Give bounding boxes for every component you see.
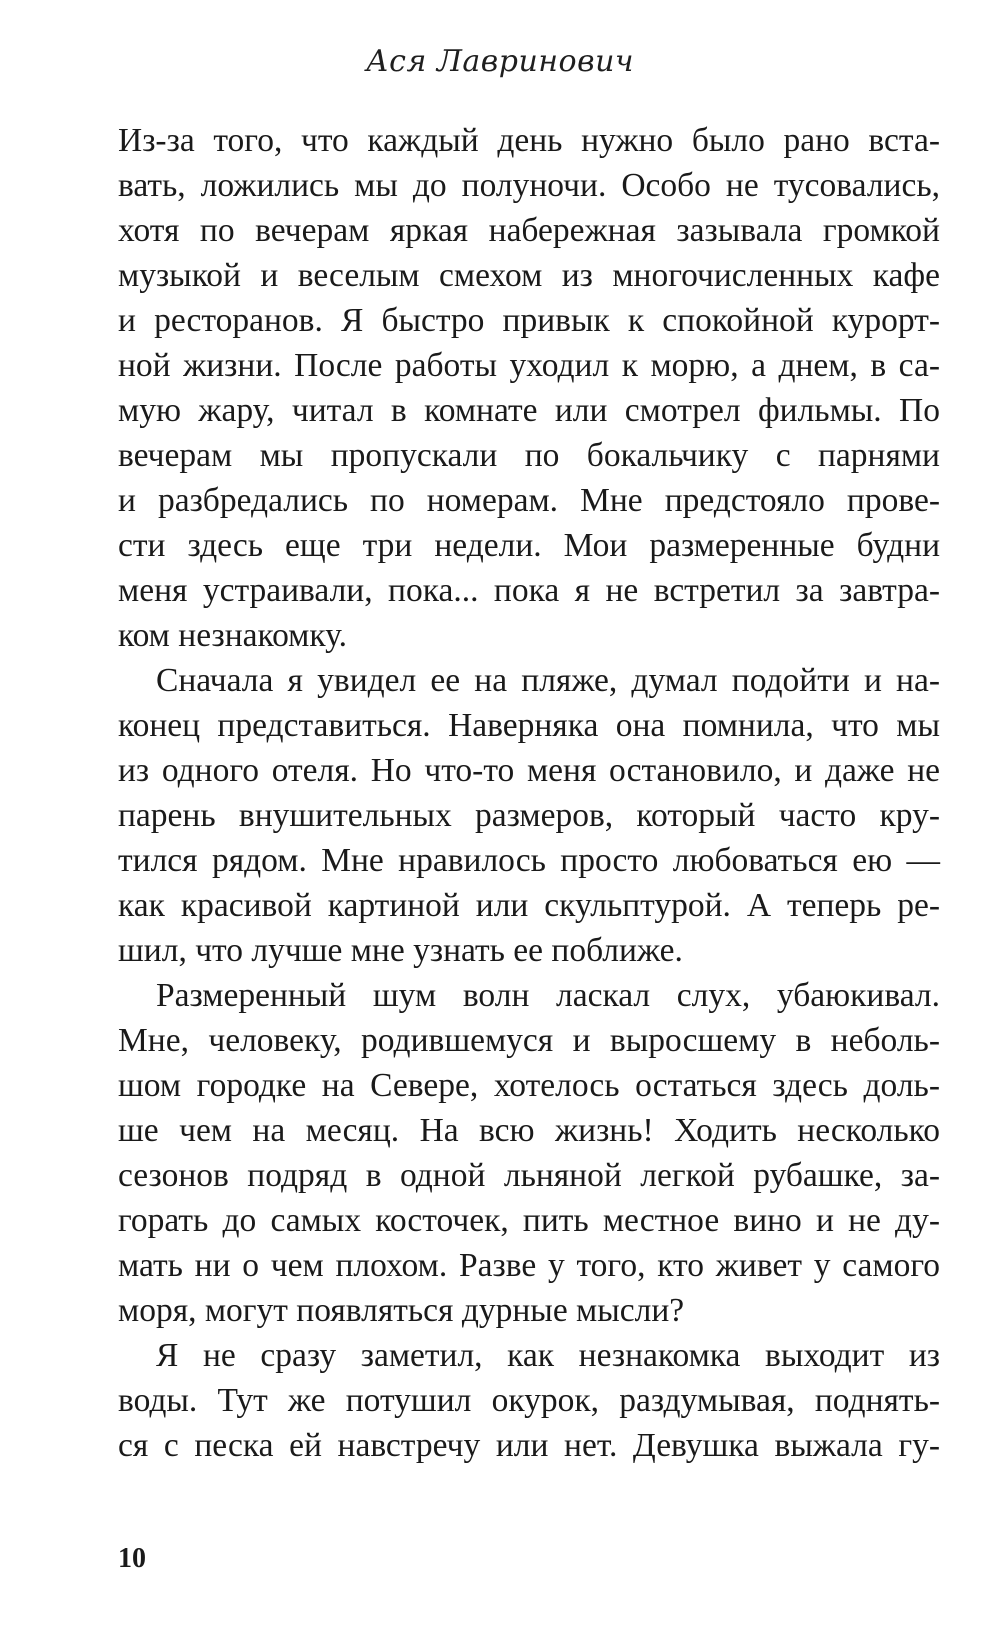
text-line: воды. Тут же потушил окурок, раздумывая, поднять- bbox=[118, 1382, 940, 1419]
text-line: из одного отеля. Но что-то меня остановило, и даже не bbox=[118, 752, 940, 789]
text-line: парень внушительных размеров, который часто кру- bbox=[118, 797, 940, 834]
text-line: ком незнакомку. bbox=[118, 617, 347, 654]
text-line: сти здесь еще три недели. Мои размеренные будни bbox=[118, 527, 940, 564]
running-header-author: Ася Лавринович bbox=[365, 44, 635, 79]
text-line: мую жару, читал в комнате или смотрел фильмы. По bbox=[118, 392, 940, 429]
text-line: ся с песка ей навстречу или нет. Девушка выжала гу- bbox=[118, 1427, 940, 1464]
text-line: музыкой и веселым смехом из многочисленных кафе bbox=[118, 257, 940, 294]
text-line: Сначала я увидел ее на пляже, думал подойти и на- bbox=[156, 662, 940, 699]
text-line: вать, ложились мы до полуночи. Особо не тусовались, bbox=[118, 167, 940, 204]
paragraph-4 bbox=[118, 1333, 940, 1468]
text-line: конец представиться. Наверняка она помнила, что мы bbox=[118, 707, 940, 744]
text-line: шил, что лучше мне узнать ее поближе. bbox=[118, 932, 683, 969]
text-line: тился рядом. Мне нравилось просто любоваться ею — bbox=[118, 842, 940, 879]
text-line: мать ни о чем плохом. Разве у того, кто живет у самого bbox=[118, 1247, 940, 1284]
text-line: ной жизни. После работы уходил к морю, а днем, в са- bbox=[118, 347, 940, 384]
text-line: как красивой картиной или скульптурой. А теперь ре- bbox=[118, 887, 940, 924]
text-line: горать до самых косточек, пить местное вино и не ду- bbox=[118, 1202, 940, 1239]
text-line: и разбредались по номерам. Мне предстояло прове- bbox=[118, 482, 940, 519]
body-text bbox=[118, 118, 940, 1468]
text-line: Я не сразу заметил, как незнакомка выходит из bbox=[156, 1337, 940, 1374]
text-line: ше чем на месяц. На всю жизнь! Ходить несколько bbox=[118, 1112, 940, 1149]
text-line: шом городке на Севере, хотелось остаться здесь доль- bbox=[118, 1067, 940, 1104]
paragraph-1 bbox=[118, 118, 940, 658]
text-line: Мне, человеку, родившемуся и выросшему в неболь- bbox=[118, 1022, 940, 1059]
text-line: хотя по вечерам яркая набережная зазывала громкой bbox=[118, 212, 940, 249]
page-number: 10 bbox=[118, 1543, 146, 1574]
paragraph-2 bbox=[118, 658, 940, 973]
text-line: и ресторанов. Я быстро привык к спокойной курорт- bbox=[118, 302, 940, 339]
text-line: меня устраивали, пока... пока я не встретил за завтра- bbox=[118, 572, 940, 609]
text-line: сезонов подряд в одной льняной легкой рубашке, за- bbox=[118, 1157, 940, 1194]
paragraph-3 bbox=[118, 973, 940, 1333]
text-line: моря, могут появляться дурные мысли? bbox=[118, 1292, 685, 1329]
text-line: Из-за того, что каждый день нужно было рано вста- bbox=[118, 122, 940, 159]
text-line: вечерам мы пропускали по бокальчику с парнями bbox=[118, 437, 940, 474]
text-line: Размеренный шум волн ласкал слух, убаюкивал. bbox=[156, 977, 940, 1014]
